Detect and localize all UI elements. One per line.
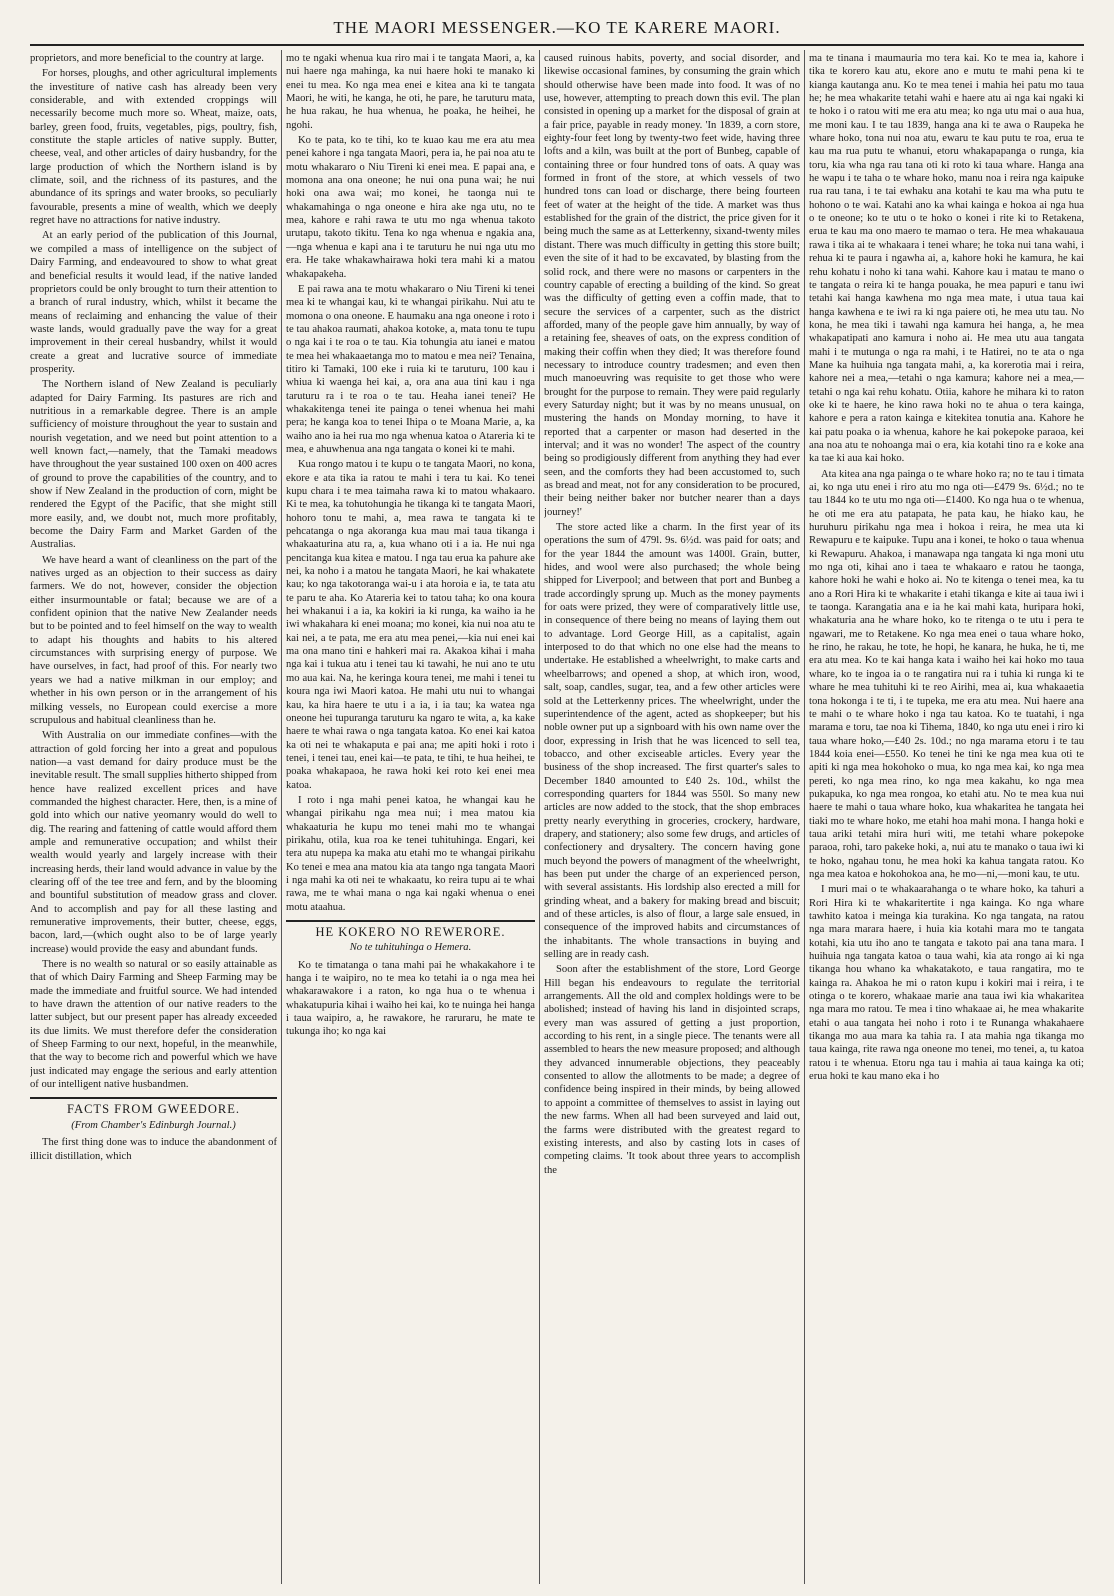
paragraph: ma te tinana i maumauria mo tera kai. Ko te mea ia, kahore i tika te korero kau atu, ekore ano e mutu te mahi pena ki te kianga kautanga anu. Ko te mea tenei i mahia hei patu mo taua he; he mea whakarite tetahi wahi e haere atu ai nga kai ngaki ki te hoko i o ratou witi me era atu mea; ko nga utu mai o aua hua, me moni kau. I te tau 1839, hanga ana ki te awa o Raupeka he whare hoko, tona nui noa atu, ewaru te kau putu te roa, erua te kau ma rua putu te whanui, etoru whakapapanga o runga, kia toru, kia wha nga rau tana oti ki roto ki taua whare. Hanga ana he wapu i te taha o te whare hoko, manu noa i reira nga kaipuke rua rau tana, i te tai ewhaku ana kotahi te kau ma wha putu te hohono o te wai. Katahi ano ka whai kainga e hokoa ai nga hua o te oneone; ko te utu o te hoko o konei i rite ki to Retakena, erua te kau ma ono maero te mamao o tera. He mea whakauaua rawa i tika ai te whakaara i tenei whare; he toka nui tana wahi, i rehua ki te paura i ngawha ai, a, kahore hoki he kamura, he kai rehu kohatu i noho ki tana wahi. Kahore kau i matau te mano o te tangata o reira ki te hanga pouaka, he mea papuri e tanu iwi tetahi kai hanga kawhena mo nga mea mate, i utua taua kai hanga kawhena e te iwi ra ki nga paiere oti, he mea utu tau. No kona, he mea tiki i tawahi nga kamura hei hanga, a, he mea whakapatipati ano kamura i noho ai. He mea utu aua tangata mahi i te mutunga o nga ra mahi, i te Hatirei, no te ata o nga Mane ka huihuia nga tangata mahi, a, ka korerotia mai i reira, kahore nei a mea,—tetahi o nga kamura; kahore nei a mea,—tetahi o nga kai rehu kohatu. Otiia, kahore he mihara ki to raton oke ki te haere, he kino rawa hoki no te ahua o tera kainga, kahore e pera a raton kainga e kitekitea tonutia ana. Kahore he kai patu poaka o ia whenua, kahore he kai pokepoke paraoa, kei ana noa atu te nohoanga mai o era, kia kotahi tino ra e koke ana ka tae ki aua kai hoko. (809, 53, 1084, 465)
column-divider (281, 50, 282, 1584)
paragraph: The store acted like a charm. In the first year of its operations the sum of 479l. 9s. 6½d. was paid for oats; and for the year 1844 the amount was 1400l. Grain, butter, hides, and wool were also purchased; the whole being shipped for Liverpool; and between that port and Bunbeg a trade accordingly sprung up. Much as the money payments for oats were prized, they were of comparatively little use, in consequence of there being no means of laying them out to advantage. Lord George Hill, as a capitalist, again interposed to do that which no one else had the means to undertake. He established a wheelwright, to make carts and wheelbarrows; and opened a shop, at which iron, wood, salt, soap, candles, sugar, tea, and a few other articles were sold at the Letterkenny prices. The wheelwright, under the superintendence of the agent, acted as shopkeeper; but his noble owner put up a signboard with his own name over the door, expressing in Irish that he was licenced to sell tea, tobacco, and other exciseable articles. Every year the business of the shop increased. The first quarter's sales to December 1840 amounted to £40 2s. 10d., whilst the corresponding quarters for 1844 was 550l. So many new articles are now added to the stock, that the shop embraces pretty nearly everything in groceries, crockery, hardware, drapery, and stationery; also some few drugs, and articles of confectionery and drysaltery. The concern having gone much beyond the powers of managment of the wheelwright, has been put under the charge of an experienced person, with several assistants. His lordship also erected a mill for grinding wheat, and a bakery for making bread and biscuit; and of these articles, is also of flour, a large sale ensued, in consequence of the improved habits and circumstances of the inhabitants. The whole transactions in buying and selling are in ready cash. (544, 522, 800, 961)
paragraph: Ko te timatanga o tana mahi pai he whakakahore i te hanga i te waipiro, no te mea ko tetahi ia o nga mea hei whakarawakore i a raton, ko nga hua o te whenua i whakatupuria kihai i waiho hei kai, ko te nuinga hei hanga i taua waipiro, a, he rawakore, he raruraru, he mate te tukunga iho; ko nga kai (286, 959, 535, 1038)
section-source: (From Chamber's Edinburgh Journal.) (71, 1119, 236, 1131)
column-4 (809, 52, 1084, 1584)
paragraph: I muri mai o te whakaarahanga o te whare hoko, ka tahuri a Rori Hira ki te whakaritertite i nga kainga. Ko nga whare tawhito katoa i meinga kia turakina. Ko nga tangata, na ratou nga mara marara haere, i huia kia kotahi mara mo te tangata kotahi, kia utu iho ano te tangata e takoto pai ana tana mara. I huihuia nga tangata katoa o taua wahi, kia ata rongo ai ki nga tikanga hou whano ka whakatakoto, e taua rangatira, mo te kainga ra. Ahakoa he mi o raton kupu i kokiri mai i reira, i te otinga o te korero, whakaae marie ana taua iwi kia whakaritea nga mara mo ratou. Te mea i tino whakaae ai, he mea whakarite etahi o aua tangata hei noho i roto i te Runanga whakahaere tikanga mo aua mara ka tahia ra. I ata mahia nga tikanga mo taua kainga, rite rawa nga oneone mo tenei, mo tenei, a, tu katoa ratou i te whenua. Etoru nga tau i mahia ai taua kainga ka oti; erua hoki te kau mano eka i ho (809, 884, 1084, 1083)
paragraph: mo te ngaki whenua kua riro mai i te tangata Maori, a, ka nui haere nga mahinga, ka nui haere hoki te manako ki enei tu mea. Ko nga mea enei e kitea ana ki te tangata Maori, he witi, he kanga, he oti, he pare, he taruturu mata, he hua rakau, he hua whenua, he poaka, he heihei, he ngohi. (286, 53, 535, 131)
paragraph: Ko te pata, ko te tihi, ko te kuao kau me era atu mea penei kahore i nga tangata Maori, pera ia, he pai noa atu te motu whakararo o Niu Tireni ki enei mea. E papai ana, e momona ana ona oneone; he nui ona puna wai; he nui hoki ona awa wai; mo konei, he taonga nui te whakamahinga o nga oneone e hira ake nga utu, no te mea, kahore e rahi rawa te utu mo nga whenua takoto urutapu, takoto tikitu. Tena ko nga whenua e ngakia ana,—nga whenua e kapi ana i te taruturu he nui nga utu mo era. He take whakawhairawa hoki tera mahi ki a matou whakapakeha. (286, 135, 535, 280)
paragraph: Kua rongo matou i te kupu o te tangata Maori, no kona, ekore e ata tika ia ratou te mahi i tera tu kai. Ko tenei kupu chara i te mea taimaha rawa ki to matou whakaaro. Ki te mea, ka tohutohungia he tikanga ki te tangata Maori, hohoro tonu te mahi, a, mea rawa te tangata ki te pehcatanga o nga akoranga kua mau mai taua tikanga i whakaaturina atu ra, a, kua whano oti i a ia. He nui nga pencitanga kua kitea e matou. I nga tau erua ka pahure ake nei, ka noho i a matou he tangata Maori, he kai whakatete kau; ko nga takotoranga wai-u i ata horoia e ia, te tata atu te paru te aha. Ko Atareria kei to tatou taha; ko ona koura hei whakanui i a ia, ka kokiri ia ki runga, ka waiho ia he iwi whakahara ki enei moana; mo konei, kia nui noa atu te kai nei, a te pata, me era atu mea penei,—kia nui enei kai ma ona mano tini e hahkeri mai ra. Akakoa kihai i maha nga kai i tukua atu i tenei tau ki tawahi, he nui ano te utu mo aua kai. Na, he keringa koura tenei, me mahi i tenei tu koura nga iwi Maori katoa. He mahi utu nui to whangai kau, ka hira haere te utu i a ia, i ia tau; ka watea nga oneone hei tupuranga taruturu ka ngaro te wita, a, ka kake haere te whai rawa o nga tangata katoa. Ko enei kai katoa ka oti nei te whakaputa e pai ana; me apiti hoki i roto i tenei, i tenei tau, enei kai—te pata, te tihi, te hua heihei, te poaka whakapaoa, he rawa hoki kei roto kei enei mea katoa. (286, 459, 535, 791)
column-divider (804, 50, 805, 1584)
paragraph: For horses, ploughs, and other agricultural implements the investiture of native cash has already been very considerable, and with extended croppings will necessarily become much more so. Wheat, maize, oats, barley, green food, fruits, vegetables, pigs, poultry, fish, constitute the staple articles of native supply. Butter, cheese, veal, and other articles of dairy husbandry, for the large production of which the Northern island is by climate, soil, and the richness of its pastures, and the abundance of its springs and water brooks, so peculiarly favourable, presents a mine of wealth, which we deeply regret have no attractions for native industry. (30, 68, 277, 227)
section-title: FACTS FROM GWEEDORE. (67, 1102, 240, 1117)
section-rule (30, 1097, 277, 1099)
paragraph: The Northern island of New Zealand is peculiarly adapted for Dairy Farming. Its pastures are rich and nutritious in a remarkable degree. There is an ample sufficiency of moisture throughout the year to sustain and nourish vegetation, and we need but point attention to a well known fact,—namely, that the Tamaki meadows have throughout the year sustained 100 oxen on 400 acres of ground to prove the capabilities of the country, and to show if New Zealand in the production of corn, might be rendered the Egypt of the Pacific, that she might still more easily, and, we doubt not, much more profitably, become the Dairy Farm and Market Garden of the Australias. (30, 379, 277, 551)
section-title: HE KOKERO NO REWERORE. (315, 925, 506, 939)
paragraph: With Australia on our immediate confines—with the attraction of gold forcing her into a great and populous nation—a vast demand for dairy produce must be the inevitable result. The small supplies hitherto shipped from hence have realized excellent prices and have commanded the highest character. Here, then, is a mine of gold into which our native yeomanry would do well to dig. The rearing and fattening of cattle would afford them ample and remunerative occupation; and whilst their wealth would yearly and largely increase with their increasing herds, their land would advance in value by the clearing off of the tee tree and fern, and by the blooming and bountiful substitution of meadow grass and clover. And to accomplish and pay for all these lasting and remunerative improvements, their butter, cheese, eggs, bacon, lard,—(which ought also to be of large yearly increase) would provide the easy and abundant funds. (30, 730, 277, 955)
column-divider (539, 50, 540, 1584)
section-source: No te tuhituhinga o Hemera. (349, 942, 472, 954)
paragraph: proprietors, and more beneficial to the country at large. (30, 53, 264, 64)
paragraph: Soon after the establishment of the store, Lord George Hill began his endeavours to regulate the territorial arrangements. All the old and complex holdings were to be abolished; instead of having his land in disjointed scraps, every man was assured of getting a just proportion, according to his rent, in a single piece. The tenants were all assembled to hears the new measure proposed; and although they advanced innumerable objections, they peaceably consented to allow the allotments to be made; a degree of confidence being inspired in their minds, by being allowed to appoint a committee of themselves to assist in laying out the new farms. When all had been surveyed and laid out, the farms were distributed with the greatest regard to existing interests, and also by casting lots in cases of competing claims. 'It took about three years to accomplish the (544, 964, 800, 1176)
paragraph: We have heard a want of cleanliness on the part of the natives urged as an objection to their success as dairy farmers. We do not, however, consider the objection either insurmountable or fatal; because we are of a confident opinion that the native New Zealander needs but to be pointed and to feel himself on the way to wealth to adapt his thoughts and habits to his altered circumstances with surprising energy of purpose. We have ourselves, in fact, had proof of this. For nearly two years we had a native milkman in our employ; and whether in his own person or in the arrangement of his milking vessels, no European could exercise a more scrupulous and habitual cleanliness than he. (30, 554, 277, 726)
section-rule (286, 920, 535, 922)
masthead-rule (30, 44, 1084, 46)
masthead: THE MAORI MESSENGER.—KO TE KARERE MAORI. (333, 18, 781, 37)
column-1 (30, 52, 277, 1584)
paragraph: The first thing done was to induce the abandonment of illicit distillation, which (30, 1137, 277, 1162)
paragraph: There is no wealth so natural or so easily attainable as that of which Dairy Farming and Sheep Farming may be made the immediate and fruitful source. We had intended to have drawn the attention of our native readers to the latter subject, but our present paper has already exceeded its due limits. We must therefore defer the consideration of Sheep Farming to our next, hopeful, in the meanwhile, that the way to become rich and powerful which we have just indicated may engage the serious and early attention of our intelligent native husbandmen. (30, 959, 277, 1091)
paragraph: caused ruinous habits, poverty, and social disorder, and likewise occasional famines, by consuming the grain which should otherwise have been made into food. It was of no use, however, attempting to preach down this evil. The plan consisted in opening up a market for the disposal of grain at a fair price, payable in ready money. 'In 1839, a corn store, eighty-four feet long by twenty-two feet wide, having three lofts and a kiln, was built at the port of Bunbeg, capable of containing three or four hundred tons of oats. A quay was formed in front of the store, at which vessels of two hundred tons can load or discharge, there being fourteen feet of water at the height of the tide. A market was thus established for the grain of the district, the price given for it being much the same as at Letterkenny, sixand-twenty miles distant. There was much difficulty in getting this store built; even the site of it had to be excavated, by blasting from the solid rock, and there were no masons or carpenters in the country capable of erecting a building of the kind. So great was the difficulty of getting even a coffin made, that to secure the services of a carpenter, such as the district afforded, many of the people gave him annually, by way of a retaining fee, sheaves of oats, on the express condition of making their coffin when they died; It was therefore found necessary to introduce country tradesmen; and even then much manoeuvring was requisite to get those who were brought for the purpose to remain. They were paid regularly every Saturday night; but it was by no means unusual, on mustering the hands on Monday morning, to have it reported that a carpenter or mason had deserted in the interval; and it was no wonder! The aspect of the country being so prodigiously different from anything they had ever seen, and the comforts they had been accustomed to, such as bread and meat, not for any consideration to be procured, their being neither baker nor butcher nearer than a days journey!' (544, 53, 800, 518)
paragraph: I roto i nga mahi penei katoa, he whangai kau he whangai pirikahu nga mea nui; i mea matou kia whakaaturia he kupu mo tenei mahi mo te whangai pirikahu, otila, kua roa ke tenei tuhituhinga. Engari, kei tera atu nupepa ka maka atu etahi mo te whangai pirikahu Ko tenei e mea ana matou kia ata tango nga tangata Maori i nga mahi ka oti nei te whakaatu, ko reira tupu ai te whai rawa, me te whai mana o nga kai ngaki whenua o enei motu ataahua. (286, 794, 535, 913)
paragraph: At an early period of the publication of this Journal, we compiled a mass of intelligence on the subject of Dairy Farming, and endeavoured to show to what great and beneficial results it would lead, if the native landed proprietors could be only brought to turn their attention to a branch of rural industry, which, whilst it became the means of reclaiming and enhancing the value of their waste lands, would gradually pave the way for a great improvement in their cereal husbandry, whilst it would create a great and lucrative source of immediate prosperity. (30, 230, 277, 375)
column-3 (544, 52, 800, 1584)
paragraph: Ata kitea ana nga painga o te whare hoko ra; no te tau i timata ai, ko nga utu enei i riro atu mo nga oti—£479 9s. 6½d.; no te tau 1844 ko te utu mo nga oti—£1400. Ko nga hua o te whenua, he oti me era atu patapata, he pata kau, he hiako kau, he huruhuru pirikahu nga mea i hokoa i reira, he mea uta ki Rewapuru e te kaipuke. Tupu ana i konei, te hoko o taua whenua ki Rewapuru. Ahakoa, i manawapa nga tangata ki nga moni utu mo nga oti, kihai ano i taea te whakaaro e ratou he taonga, kahore hoki he wahi e hoko ai. No te kitenga o tenei mea, ka tu ano a Rori Hira ki te whakarite i etahi tikanga e kite ai taua iwi i te taonga. Karangatia ana e ia he kai mahi kata, huripara hoki, whakaturia ana he whare hoko, ko te ritenga o te utu i pera te ngawari, me to Retakene. Ko nga mea enei o taua whare hoko, he rino, he rakau, he tote, he hopi, he kanara, he huka, he ti, me era atu mea. Ko te kai hanga kata i waiho hei kai hoko mo taua whare, ko te ingoa ia o te rangatira nui ra i tuhia ki runga ki te whare he mea tuhituhi ki te reo Airihi, mea ai, kua whakaaetia tona hokonga i te ti, i te tupeka, me era atu mea. Nui haere ana te mahi o te whare hoko i nga tau katoa. Ko te tuatahi, i nga marama e toru, tae noa ki Tihema, 1840, ko nga utu enei i riro ki taua whare hoko,—£40 2s. 10d.; no nga marama etoru i te tau 1844 koia enei—£550. Ko tenei he tini ke nga mea kua oti te apiti ki nga mea hokohoko o mua, ko nga mea kai, ko nga mea pereti, ko nga mea rino, ko nga mea kakahu, ko nga mea pukapuka, ko nga mea rongoa, ko etahi atu. No te mea kua nui haere te mahi o taua whare hoko, kua whakaritea he tangata hei tiaki mo te whare hoko, me etahi hoa mahi mona. I hanga hoki e taua ariki tetahi mira huri witi, me tetahi whare pokepoke paraoa, rohi, taro pakeke hoki, a, nui atu te manako o taua iwi ki te hoko, ngahau tonu, he mea hoki ka kahua tangata ratou. Ko nga mea katoa e hokohokoa ana, he mo—ni,—moni kau, te utu. (809, 468, 1084, 880)
column-2 (286, 52, 535, 1584)
paragraph: E pai rawa ana te motu whakararo o Niu Tireni ki tenei mea ki te whangai kau, ki te whangai pirikahu. Nui atu te momona o ona oneone. E haumaku ana nga oneone i roto i te tau ahakoa raumati, ahakoa kotoke, a, mata tonu te tupu o nga kai i te roa o te tau. Kia tohungia atu ianei e matou te mea hei whakaaetanga mo to matou e mea nei? Tenaina, titiro ki Tamaki, 100 eke i ruia ki te taruturu, 100 kau i whiua ki waenga hei kai, a, ora ana aua tini kau i nga taruturu ra i te roa o te tau. Heaha ianei tenei? He whakakitenga tenei ite painga o tenei whenua hei mahi pera; he kanga koa to tenei Ihipa o te Moana Marie, a, ka waiho ano ia hei rua mo nga whenua katoa o Atareria ki te mea, e ahuwhenua ana nga tangata o konei ki te mahi. (286, 283, 535, 455)
